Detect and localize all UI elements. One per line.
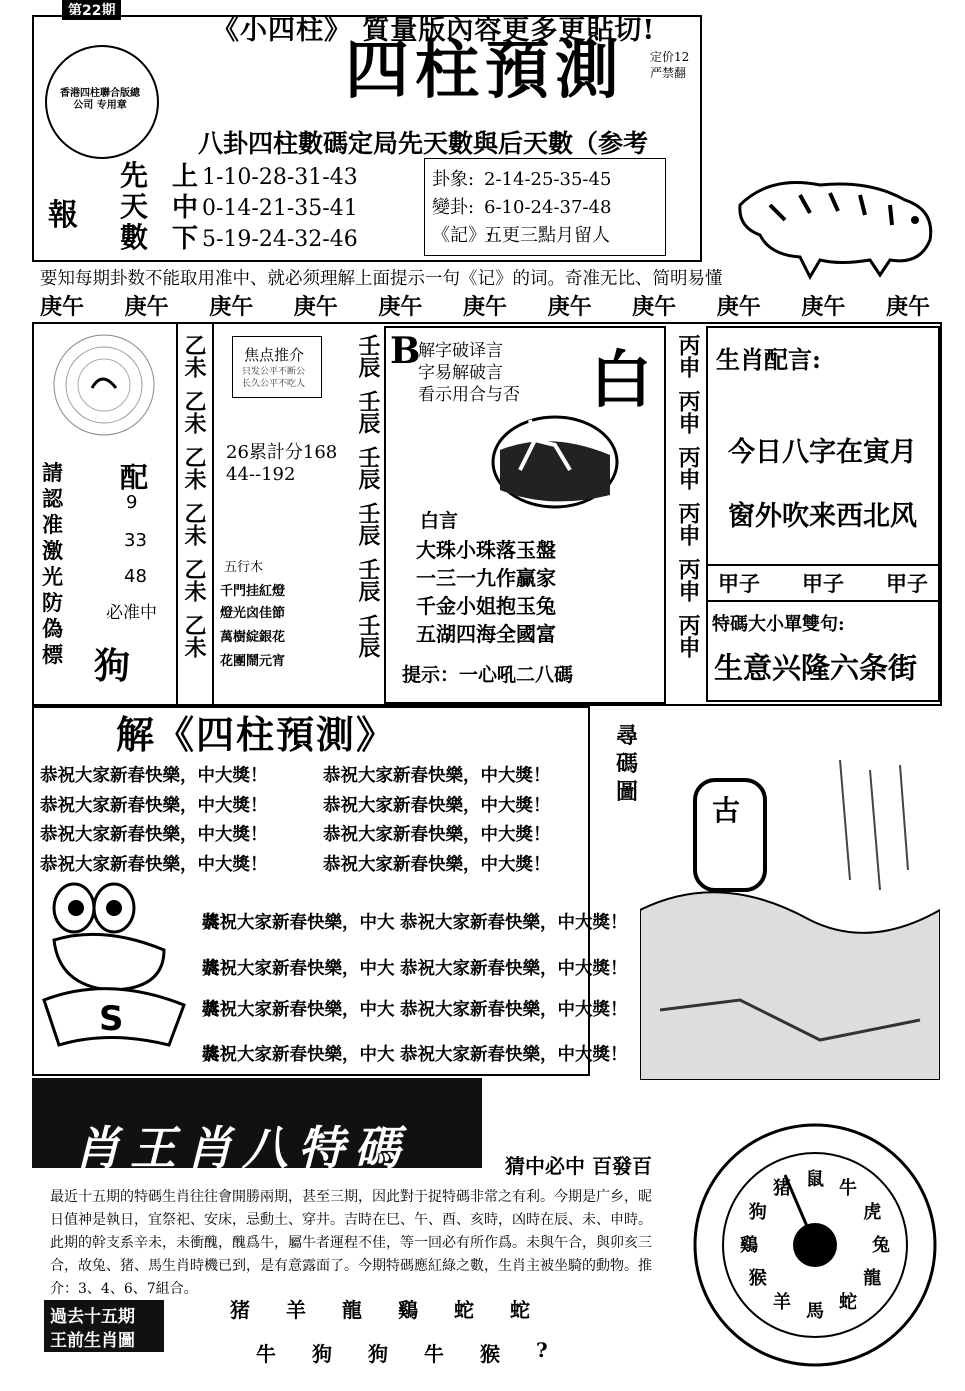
zodiac-wheel-label: 虎 [863, 1202, 882, 1223]
renchen-item: 壬辰 [355, 502, 381, 546]
renchen-item: 壬辰 [355, 334, 381, 378]
number-row: 中 0-14-21-35-41 [172, 193, 358, 223]
gua-row: 變卦: 6-10-24-37-48 [432, 197, 612, 218]
zodiac-wheel-label: 馬 [806, 1301, 824, 1322]
slogan-banner: 肖王肖八特碼 [74, 1121, 410, 1175]
jie-title: 解《四柱預測》 [116, 712, 397, 757]
ganzhi-item: 庚午 [632, 294, 677, 320]
bingshen-item: 丙申 [675, 502, 701, 546]
zodiac-wheel-label: 牛 [839, 1177, 857, 1199]
renchen-item: 壬辰 [355, 614, 381, 658]
jiazi-item: 甲子 [718, 571, 760, 596]
pei-number: 33 [124, 530, 147, 551]
special-title: 特碼大小單雙句: [712, 614, 845, 635]
shengxiao-line: 今日八字在寅月 [728, 437, 917, 468]
big-char: 白 [590, 343, 653, 416]
bingshen-item: 丙申 [675, 390, 701, 434]
focus-title: 焦点推介 [244, 346, 305, 364]
yiwei-item: 乙未 [181, 390, 207, 434]
greeting: 恭祝大家新春快樂，中大獎！ [323, 766, 551, 786]
yiwei-item: 乙未 [181, 614, 207, 658]
greeting: 恭祝大家新春快樂，中大獎！ [40, 766, 268, 786]
zodiac-wheel-label: 猪 [773, 1177, 791, 1199]
svg-text:古: 古 [712, 794, 741, 827]
history-zodiac: 蛇 [510, 1298, 530, 1322]
greeting: 恭祝大家新春快樂，中大獎！ [40, 854, 268, 875]
yiwei-item: 乙未 [181, 558, 207, 602]
verify-vertical-text: 請 認 准 激 光 防 偽 標 [42, 460, 63, 667]
price: 定价12 [650, 50, 690, 64]
number-row: 下 5-19-24-32-46 [172, 224, 358, 254]
ganzhi-item: 庚午 [462, 294, 507, 320]
ganzhi-row [40, 290, 930, 321]
pei-number: 48 [124, 566, 147, 587]
zodiac-wheel-label: 猴 [748, 1268, 767, 1289]
ganzhi-item: 庚午 [40, 294, 85, 320]
greeting: 恭祝大家新春快樂，中大獎！ [323, 854, 551, 875]
ganzhi-item: 庚午 [209, 294, 254, 320]
ganzhi-item: 庚午 [801, 294, 846, 320]
center-line: 看示用合与否 [418, 385, 520, 405]
history-label: 王前生肖圖 [50, 1331, 135, 1351]
jiazi-row [718, 568, 928, 598]
tiger-illustration [730, 165, 945, 280]
top-banner: 《小四柱》 質量版內容更多更貼切! [212, 15, 656, 46]
history-zodiac: 猪 [230, 1298, 250, 1322]
label-xian: 先 [120, 159, 149, 192]
ganzhi-item: 庚午 [547, 294, 592, 320]
page-title: 四柱預測 [345, 34, 625, 108]
divider [212, 322, 214, 706]
history-label: 過去十五期 [50, 1307, 135, 1327]
notice-text: 要知每期卦数不能取用准中、就必须理解上面提示一句《记》的词。奇准无比、简明易懂 [40, 269, 723, 289]
zodiac-wheel-label: 兔 [872, 1235, 890, 1256]
price-note: 严禁翻 [650, 66, 687, 80]
gua-row: 《記》: 五更三點月留人 [432, 225, 610, 246]
history-zodiac: 牛 [256, 1342, 276, 1366]
renchen-item: 壬辰 [355, 558, 381, 602]
bizhun-text: 必准中 [106, 603, 157, 623]
history-zodiac: 羊 [286, 1298, 306, 1322]
xunma-label: 尋 碼 圖 [616, 723, 639, 805]
jiazi-item: 甲子 [886, 571, 928, 596]
bingshen-item: 丙申 [675, 334, 701, 378]
zodiac-wheel-label: 狗 [748, 1202, 767, 1223]
center-hint: 提示：一心吼二八碼 [402, 664, 574, 686]
ganzhi-item: 庚午 [293, 294, 338, 320]
article-text: 最近十五期的特碼生肖往往會開勝兩期，甚至三期，因此對于捉特碼非常之有利。今期是广乡，昵日值神是執日，宜祭祀、安床，忌動土、穿井。吉時在巳、午、酉、亥時，凶時在辰、未、申時。此期的幹支系辛未，未衝醜，醜爲牛，屬牛者運程不佳，等一回必有所作爲。未與午合，與卯亥三合，故兔、猪、馬生肖時機已到，是有意露面了。今期特碼應紅綠之數，生肖主被坐騎的動物。推介：3、4、6、7組合。 [50, 1189, 652, 1297]
vertical-bao: 報 [48, 198, 78, 233]
ganzhi-item: 庚午 [378, 294, 423, 320]
center-letter: B [390, 330, 421, 372]
center-poem-line: 千金小姐抱玉兔 [416, 594, 556, 618]
svg-text:S: S [99, 999, 124, 1039]
slogan-right: 猜中必中 百發百 [505, 1154, 652, 1178]
yiwei-item: 乙未 [181, 502, 207, 546]
yiwei-column [180, 334, 207, 670]
history-zodiac: ? [536, 1338, 548, 1362]
special-text: 生意兴隆六条街 [714, 651, 918, 685]
history-zodiac: 龍 [342, 1298, 362, 1322]
divider [176, 322, 178, 706]
gua-row: 卦象: 2-14-25-35-45 [432, 169, 612, 190]
divider [706, 600, 940, 602]
zodiac-wheel [690, 1120, 940, 1370]
focus-note: 长久公平不吃人 [242, 379, 306, 389]
gua-rows [432, 166, 611, 250]
number-row: 上 1-10-28-31-43 [172, 162, 358, 192]
zodiac-wheel-label: 龍 [863, 1268, 882, 1289]
greeting-grid [40, 762, 551, 880]
center-poem-line: 五湖四海全國富 [416, 622, 556, 646]
greeting: 恭祝大家新春快樂，中大獎！ [40, 825, 268, 845]
center-line: 解字破译言 [418, 341, 503, 361]
ganzhi-item: 庚午 [885, 294, 930, 320]
poem-line: 花團鬧元宵 [220, 654, 286, 669]
focus-note: 只发公平不断公 [242, 367, 306, 377]
wuxing-label: 五行木 [224, 560, 264, 575]
score-line: 44--192 [226, 464, 296, 485]
label-shu: 數 [120, 221, 149, 254]
number-rows [172, 162, 358, 255]
issue-number: 第22期 [62, 0, 121, 20]
seal-text: 香港四柱聯合版總公司 专用章 [60, 88, 140, 111]
center-poem-line: 一三一九作贏家 [416, 566, 556, 590]
landscape-illustration [640, 760, 940, 1080]
laser-seal-graphic [44, 330, 164, 440]
poem-title: 白言 [420, 510, 459, 532]
renchen-item: 壬辰 [355, 446, 381, 490]
shengxiao-line: 窗外吹来西北风 [728, 501, 917, 532]
jiazi-item: 甲子 [802, 571, 844, 596]
history-zodiac: 狗 [368, 1342, 388, 1366]
history-row-1 [230, 1294, 566, 1323]
divider [706, 564, 940, 566]
history-zodiac: 蛇 [454, 1298, 474, 1322]
history-zodiac: 狗 [312, 1342, 332, 1366]
bingshen-item: 丙申 [675, 558, 701, 602]
renchen-item: 壬辰 [355, 390, 381, 434]
ganzhi-item: 庚午 [124, 294, 169, 320]
greeting: 恭祝大家新春快樂，中大獎！ [323, 825, 551, 845]
zodiac-wheel-label: 蛇 [839, 1292, 857, 1314]
poem-line: 萬樹綻銀花 [220, 630, 286, 645]
greeting: 恭祝大家新春快樂，中大獎！ [323, 795, 551, 816]
animal-dog: 狗 [94, 645, 131, 687]
bingshen-item: 丙申 [675, 614, 701, 658]
yiwei-item: 乙未 [181, 334, 207, 378]
center-poem-line: 大珠小珠落玉盤 [416, 538, 556, 562]
numbers-heading: 八卦四柱數碼定局先天數與后天數（参考 [198, 129, 649, 158]
center-line: 字易解破言 [418, 363, 503, 383]
history-zodiac: 鷄 [398, 1298, 418, 1322]
poem-line: 燈光囟佳節 [220, 606, 286, 621]
label-tian: 天 [120, 190, 149, 223]
bingshen-column [674, 334, 701, 670]
deer-illustration [480, 400, 620, 510]
history-zodiac: 猴 [480, 1342, 500, 1366]
zodiac-wheel-label: 鼠 [806, 1169, 824, 1190]
history-row-2 [256, 1338, 592, 1367]
renchen-column [354, 334, 381, 670]
poem-line: 千門挂紅燈 [220, 584, 286, 599]
cartoon-frog-illustration [14, 880, 204, 1060]
shengxiao-title: 生肖配言: [716, 345, 821, 374]
pei-number: 9 [126, 492, 138, 513]
bingshen-item: 丙申 [675, 446, 701, 490]
greeting: 恭祝大家新春快樂，中大獎！ [40, 795, 268, 816]
zodiac-wheel-label: 鷄 [740, 1235, 758, 1256]
yiwei-item: 乙未 [181, 446, 207, 490]
history-zodiac: 牛 [424, 1342, 444, 1366]
pei-label: 配 [120, 461, 149, 494]
ganzhi-item: 庚午 [716, 294, 761, 320]
left-labels [120, 160, 148, 253]
score-line: 26累計分168 [226, 442, 338, 463]
greeting-grid-2: 恭祝大家新春快樂，中大獎！ 恭祝大家新春快樂，中大獎！ 恭祝大家新春快樂，中大獎！ 恭祝大家新春快樂，中大獎！ 恭祝大家新春快樂，中大獎！ 恭祝大家新春快樂，中大獎！ 恭祝大家新春快樂，中大獎！ 恭祝大家新春快樂，中大獎！ [202, 913, 628, 1065]
zodiac-wheel-label: 羊 [773, 1292, 791, 1314]
